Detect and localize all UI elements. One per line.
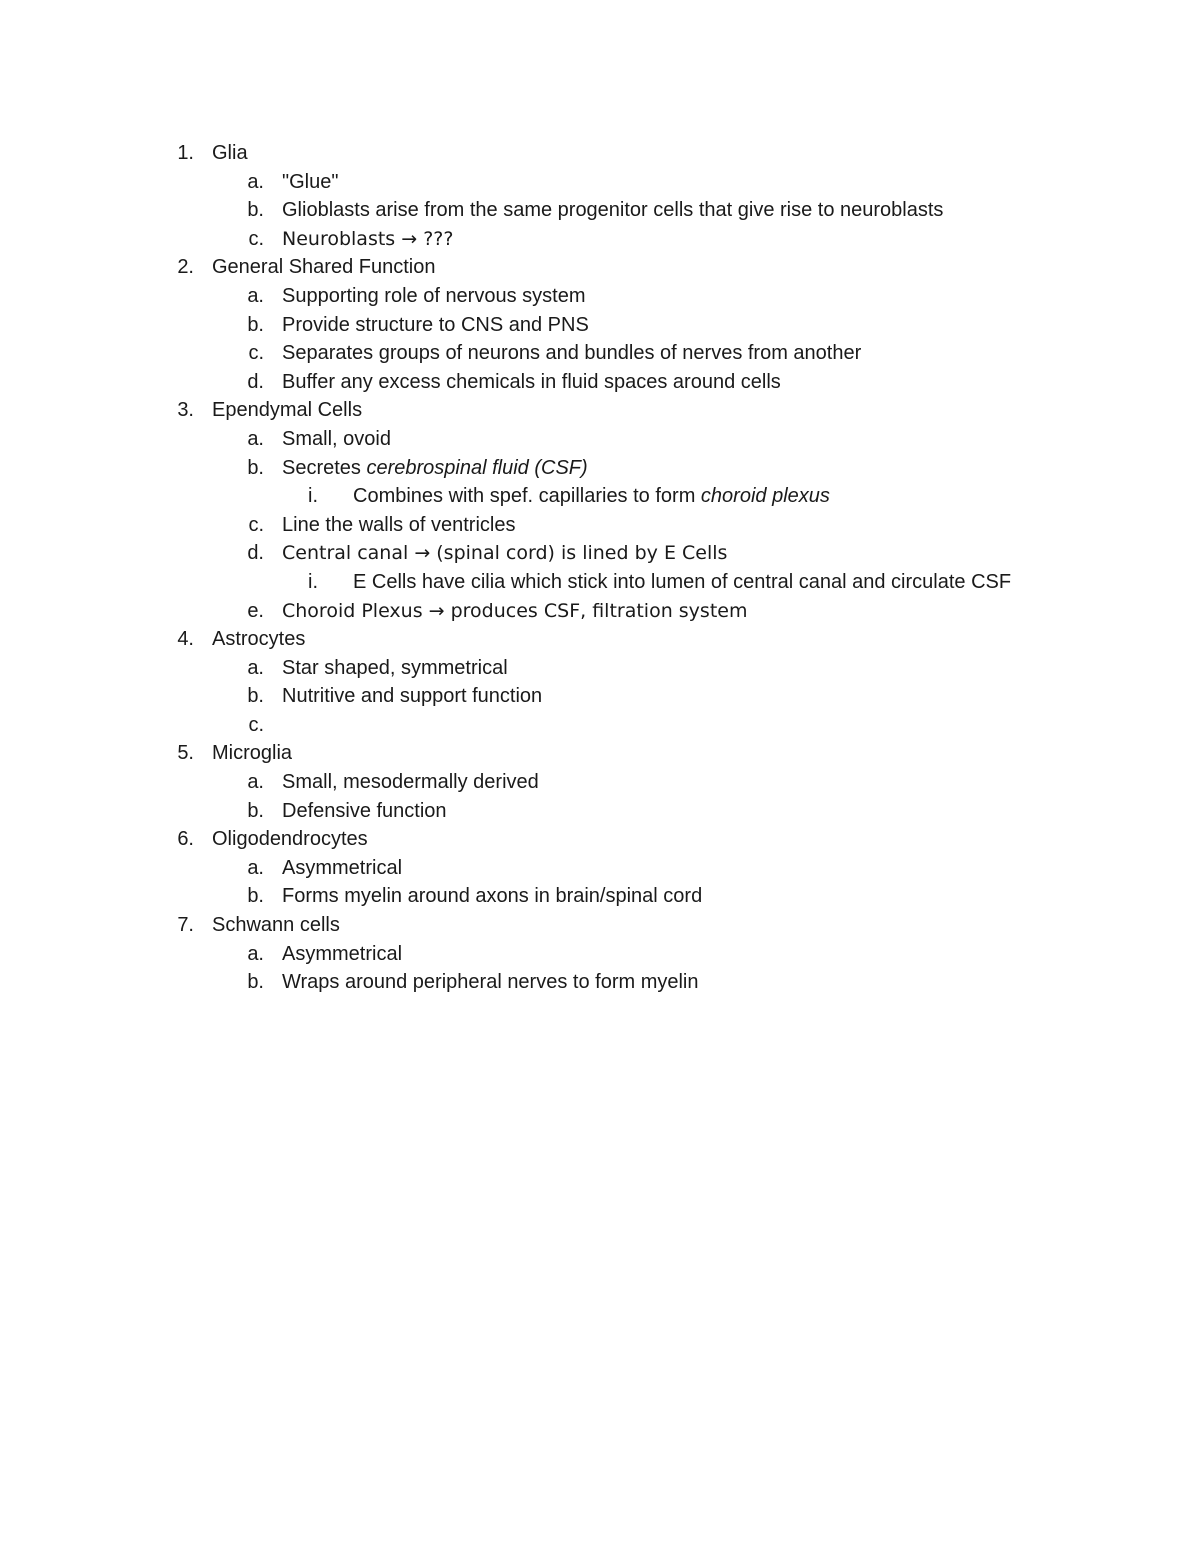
outline-subitem [0, 882, 1200, 911]
list-item-text: Central canal → (spinal cord) is lined by E Cells [282, 542, 728, 565]
list-marker: a. [247, 856, 264, 879]
plain-text: Combines with spef. capillaries to form [353, 485, 701, 508]
list-marker: c. [248, 713, 264, 736]
list-item-text: Glioblasts arise from the same progenitor cells that give rise to neuroblasts [282, 199, 944, 222]
section-heading: Oligodendrocytes [212, 828, 368, 851]
list-marker: 7. [177, 914, 194, 937]
outline-subitem [0, 168, 1200, 197]
outline-subitem [0, 854, 1200, 883]
list-marker: a. [247, 656, 264, 679]
list-item-text: Line the walls of ventricles [282, 513, 516, 536]
list-marker: e. [247, 599, 264, 622]
italic-term: choroid plexus [700, 485, 830, 508]
outline-item [0, 911, 1200, 940]
section-heading: Ependymal Cells [212, 399, 363, 422]
list-marker: 6. [177, 828, 194, 851]
outline-subitem [0, 968, 1200, 997]
outline-subsubitem [0, 568, 1200, 597]
outline-subitem [0, 425, 1200, 454]
list-item-text: Small, ovoid [282, 427, 391, 450]
list-item-text: E Cells have cilia which stick into lumen of central canal and circulate CSF [353, 570, 1012, 593]
section-heading: Glia [212, 142, 248, 164]
italic-term: cerebrospinal fluid (CSF) [366, 456, 588, 479]
list-marker: b. [247, 199, 264, 222]
section-heading: Microglia [212, 742, 293, 765]
list-marker: d. [247, 370, 264, 393]
section-heading: General Shared Function [212, 256, 436, 279]
list-marker: 4. [177, 628, 194, 651]
list-item-text [353, 482, 830, 510]
list-item-text: Asymmetrical [282, 856, 403, 879]
list-marker: 5. [177, 742, 194, 765]
outline-subitem [0, 511, 1200, 540]
list-marker: i. [308, 570, 318, 593]
list-item-text: Defensive function [282, 799, 447, 822]
outline-subitem [0, 454, 1200, 483]
list-item-text: Nutritive and support function [282, 685, 543, 708]
list-item-text: Choroid Plexus → produces CSF, filtration system [282, 599, 748, 622]
list-marker: a. [247, 284, 264, 307]
outline-subitem [0, 339, 1200, 368]
list-marker: a. [247, 771, 264, 794]
outline-subitem [0, 539, 1200, 568]
outline-item [0, 825, 1200, 854]
list-item-text: Buffer any excess chemicals in fluid spaces around cells [282, 370, 781, 393]
outline-subitem [0, 768, 1200, 797]
outline-subitem [0, 797, 1200, 826]
list-marker: d. [247, 542, 264, 565]
list-marker: c. [248, 513, 264, 536]
list-marker: b. [247, 456, 264, 479]
list-item-text: Asymmetrical [282, 942, 403, 965]
list-marker: b. [247, 885, 264, 908]
outline-subitem [0, 654, 1200, 683]
outline-subitem [0, 940, 1200, 969]
outline-subitem [0, 225, 1200, 254]
list-item-text: Separates groups of neurons and bundles of nerves from another [282, 342, 862, 365]
outline-subitem [0, 711, 1200, 740]
list-marker: a. [247, 942, 264, 965]
plain-text: Secretes [282, 456, 367, 479]
list-marker: c. [248, 342, 264, 365]
list-marker: b. [247, 971, 264, 994]
list-marker: 3. [177, 399, 194, 422]
list-item-text: Small, mesodermally derived [282, 771, 539, 794]
outline-subitem [0, 311, 1200, 340]
section-heading: Schwann cells [212, 914, 340, 937]
outline-subitem [0, 682, 1200, 711]
outline-subitem [0, 368, 1200, 397]
list-marker: i. [308, 485, 318, 508]
list-marker: b. [247, 313, 264, 336]
list-item-text: Provide structure to CNS and PNS [282, 313, 589, 336]
list-item-text: Wraps around peripheral nerves to form myelin [282, 971, 699, 994]
list-item-text: Neuroblasts → ??? [282, 227, 454, 250]
outline-item [0, 139, 1200, 168]
list-marker: 2. [177, 256, 194, 279]
list-marker: b. [247, 685, 264, 708]
outline-item [0, 253, 1200, 282]
list-item-text: Supporting role of nervous system [282, 284, 586, 307]
outline-subitem [0, 597, 1200, 626]
outline-item [0, 739, 1200, 768]
list-item-text: "Glue" [282, 170, 339, 193]
list-item-text: Forms myelin around axons in brain/spinal cord [282, 885, 703, 908]
outline-item [0, 625, 1200, 654]
list-marker: a. [247, 427, 264, 450]
outline-subsubitem [0, 482, 1200, 511]
list-item-text [282, 454, 588, 482]
list-marker: c. [248, 227, 264, 250]
list-marker: 1. [177, 142, 194, 164]
list-marker: b. [247, 799, 264, 822]
outline-item [0, 396, 1200, 425]
outline-subitem [0, 282, 1200, 311]
document-outline [0, 139, 1200, 997]
section-heading: Astrocytes [212, 628, 306, 651]
list-marker: a. [247, 170, 264, 193]
list-item-text: Star shaped, symmetrical [282, 656, 508, 679]
outline-subitem [0, 196, 1200, 225]
